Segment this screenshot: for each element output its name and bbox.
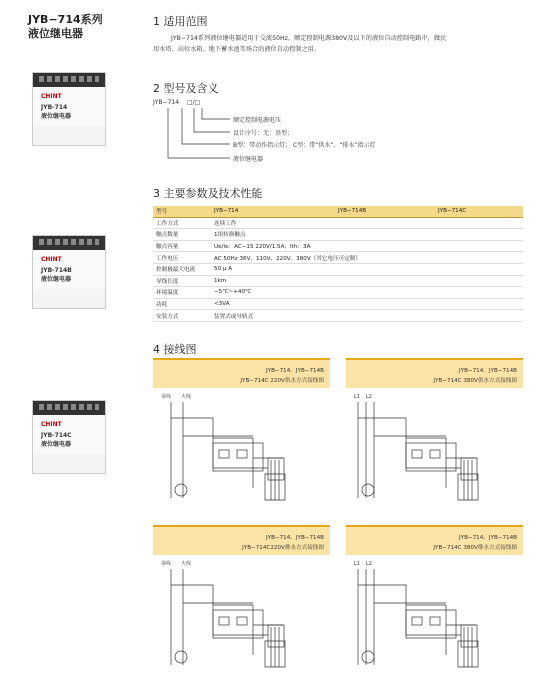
table-header-row [153, 206, 523, 217]
table-cell: 环境温度 [153, 287, 211, 299]
section-2-heading: 2 型号及含义 [153, 82, 219, 95]
line-label-a: 零线 [161, 394, 172, 400]
product-series-title [28, 13, 103, 41]
terminal-block [33, 73, 105, 87]
table-cell: 1组转换触点 [211, 229, 523, 241]
terminal-block [33, 236, 105, 250]
model-box-1: □ [186, 99, 193, 106]
table-cell: 1km [211, 275, 523, 287]
wiring-schematic [153, 388, 330, 508]
table-cell: 控制极最大电流 [153, 263, 211, 275]
table-row [153, 252, 523, 264]
table-row [153, 240, 523, 252]
table-cell: −5℃~+40℃ [211, 287, 523, 299]
table-cell: 工作电压 [153, 252, 211, 264]
model-box-2: □ [194, 99, 201, 106]
table-cell: 连续工作 [211, 217, 523, 229]
model-meaning-type: B型：带动作指示灯； C型：带“供水”、“排水”指示灯 [233, 142, 376, 149]
model-meaning-product: 液位继电器 [233, 156, 264, 163]
table-cell: AC 50Hz 36V、110V、220V、380V（其它电压可定制） [211, 252, 523, 264]
spec-table [153, 206, 523, 322]
wiring-diagram-380v-drain [346, 525, 523, 677]
product-label-sub: 液位继电器 [41, 441, 72, 448]
product-label: JYB-714B [41, 267, 72, 274]
diagram-title-line-2: JYB−714C 380V供水方式接线图 [433, 378, 517, 384]
wiring-diagram-220v-supply [153, 358, 330, 510]
model-meaning-design: 设计序号：无：基型； [233, 130, 294, 137]
table-cell: Ue/Ie：AC−15 220V/1.5A；Ith：3A [211, 240, 523, 252]
model-code [153, 99, 200, 106]
table-cell: 触点数量 [153, 229, 211, 241]
section-1-body [153, 33, 525, 55]
section-1-body-line-2: 用水塔、高位水箱、地下蓄水池等场合的液位自动控制之用。 [153, 46, 321, 53]
line-label-a: L1 [354, 561, 360, 567]
table-cell: 安装方式 [153, 310, 211, 322]
product-image-jyb714c [32, 400, 106, 474]
product-label-sub: 液位继电器 [41, 276, 72, 283]
diagram-title-line-2: JYB−714C220V排水方式接线图 [242, 545, 324, 551]
table-row [153, 217, 523, 229]
title-line-1: JYB−714系列 [28, 13, 103, 26]
wiring-schematic [153, 555, 330, 675]
table-cell: 触点容量 [153, 240, 211, 252]
product-image-jyb714 [32, 72, 106, 146]
brand-logo: CHINT [41, 256, 62, 263]
title-line-2: 液位继电器 [28, 27, 83, 40]
line-label-b: 火线 [181, 561, 192, 567]
table-cell: JYB−714B [335, 206, 435, 217]
table-row [153, 275, 523, 287]
table-row [153, 229, 523, 241]
wiring-diagram-380v-supply [346, 358, 523, 510]
product-label-sub: 液位继电器 [41, 113, 72, 120]
product-label: JYB-714 [41, 104, 68, 111]
table-row [153, 263, 523, 275]
table-row [153, 298, 523, 310]
diagram-title-line-1: JYB−714、JYB−714B [266, 535, 324, 541]
line-label-b: L2 [366, 561, 372, 567]
line-label-b: L2 [366, 394, 372, 400]
wiring-diagram-220v-drain [153, 525, 330, 677]
model-slash: / [192, 99, 195, 106]
table-row [153, 287, 523, 299]
table-cell: 50 μ A [211, 263, 523, 275]
line-label-a: 零线 [161, 561, 172, 567]
table-cell: JYB−714 [211, 206, 335, 217]
model-meaning-voltage: 额定控制电源电压 [233, 117, 282, 124]
brand-logo: CHINT [41, 421, 62, 428]
table-cell: JYB−714C [435, 206, 523, 217]
diagram-title-line-1: JYB−714、JYB−714B [266, 368, 324, 374]
product-image-jyb714b [32, 235, 106, 309]
wiring-schematic [346, 388, 523, 508]
table-cell: <3VA [211, 298, 523, 310]
diagram-title-line-2: JYB−714C 380V排水方式接线图 [433, 545, 517, 551]
table-cell: 型号 [153, 206, 211, 217]
table-cell: 导线长度 [153, 275, 211, 287]
section-1-body-line-1: JYB−714系列液位继电器适用于交流50Hz，额定控制电源380V及以下的液位自动控制电路中，做民 [171, 35, 447, 42]
brand-logo: CHINT [41, 93, 62, 100]
wiring-schematic [346, 555, 523, 675]
diagram-title-line-1: JYB−714、JYB−714B [459, 368, 517, 374]
line-label-a: L1 [354, 394, 360, 400]
table-cell: 装置式或导轨式 [211, 310, 523, 322]
table-cell: 功耗 [153, 298, 211, 310]
section-4-heading: 4 接线图 [153, 343, 197, 356]
section-1-heading: 1 适用范围 [153, 15, 208, 28]
section-3-heading: 3 主要参数及技术性能 [153, 187, 263, 200]
line-label-b: 火线 [181, 394, 192, 400]
table-row [153, 310, 523, 322]
diagram-title-line-1: JYB−714、JYB−714B [459, 535, 517, 541]
model-prefix: JYB−714 [153, 99, 180, 106]
table-cell: 工作方式 [153, 217, 211, 229]
product-label: JYB-714C [41, 432, 72, 439]
terminal-block [33, 401, 105, 415]
diagram-title-line-2: JYB−714C 220V供水方式接线图 [240, 378, 324, 384]
